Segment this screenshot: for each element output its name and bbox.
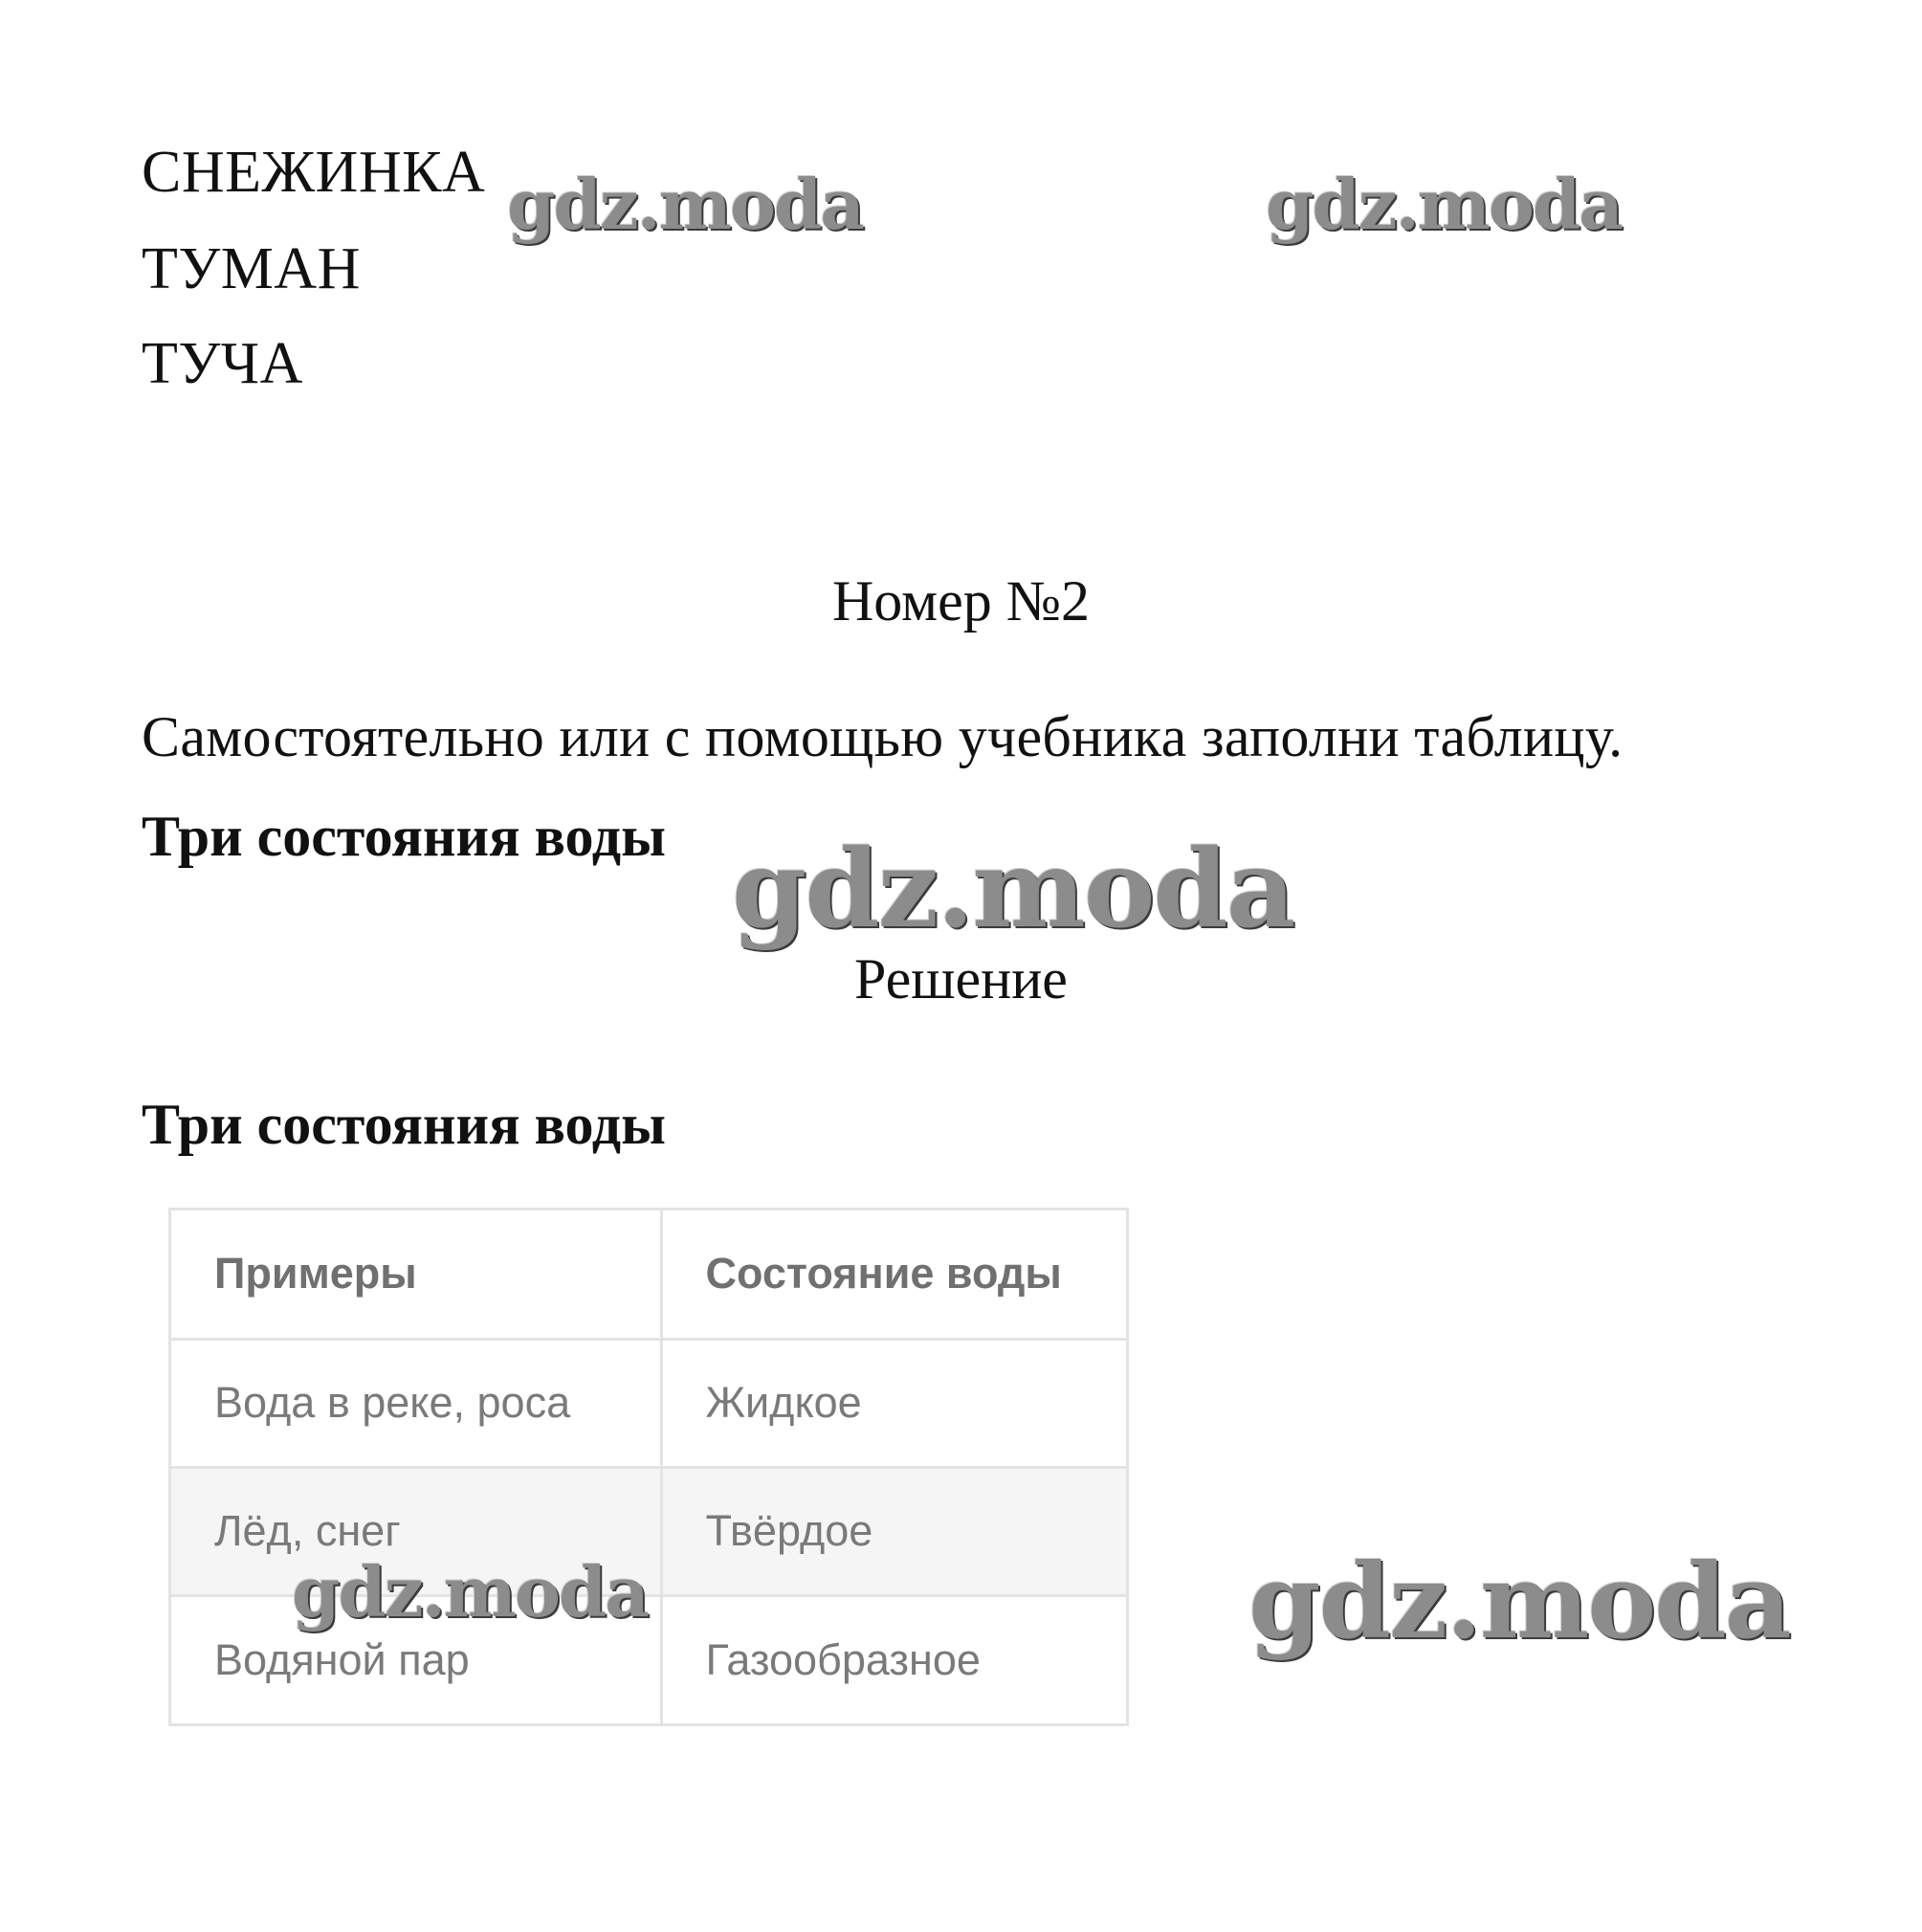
word-snezhinka: СНЕЖИНКА [142,140,486,205]
table-row [171,1339,1126,1467]
watermark: gdz.moda [1266,164,1622,245]
cell-state: Жидкое [661,1339,1126,1467]
water-states-table [168,1208,1129,1726]
solution-heading: Три состояния воды [142,1093,666,1156]
watermark: gdz.moda [1248,1542,1790,1662]
solution-label: Решение [854,947,1068,1010]
task-instruction: Самостоятельно или с помощью учебника заполни таблицу. [142,705,1624,768]
cell-state: Газообразное [705,1634,981,1684]
watermark: gdz.moda [507,164,863,245]
table-header-row [171,1210,1126,1339]
word-tuman: ТУМАН [142,236,361,301]
task-heading: Три состояния воды [142,805,666,868]
cell-example: Водяной пар [171,1595,661,1723]
watermark: gdz.moda [732,827,1294,952]
header-water-state: Состояние воды [661,1210,1126,1339]
task-number: Номер №2 [831,569,1091,633]
cell-example: Вода в реке, роса [171,1339,661,1467]
cell-example: Лёд, снег [171,1467,661,1595]
word-tucha: ТУЧА [142,331,303,396]
cell-state: Твёрдое [661,1467,1126,1595]
header-examples: Примеры [171,1210,661,1339]
watermark: gdz.moda [292,1551,648,1632]
